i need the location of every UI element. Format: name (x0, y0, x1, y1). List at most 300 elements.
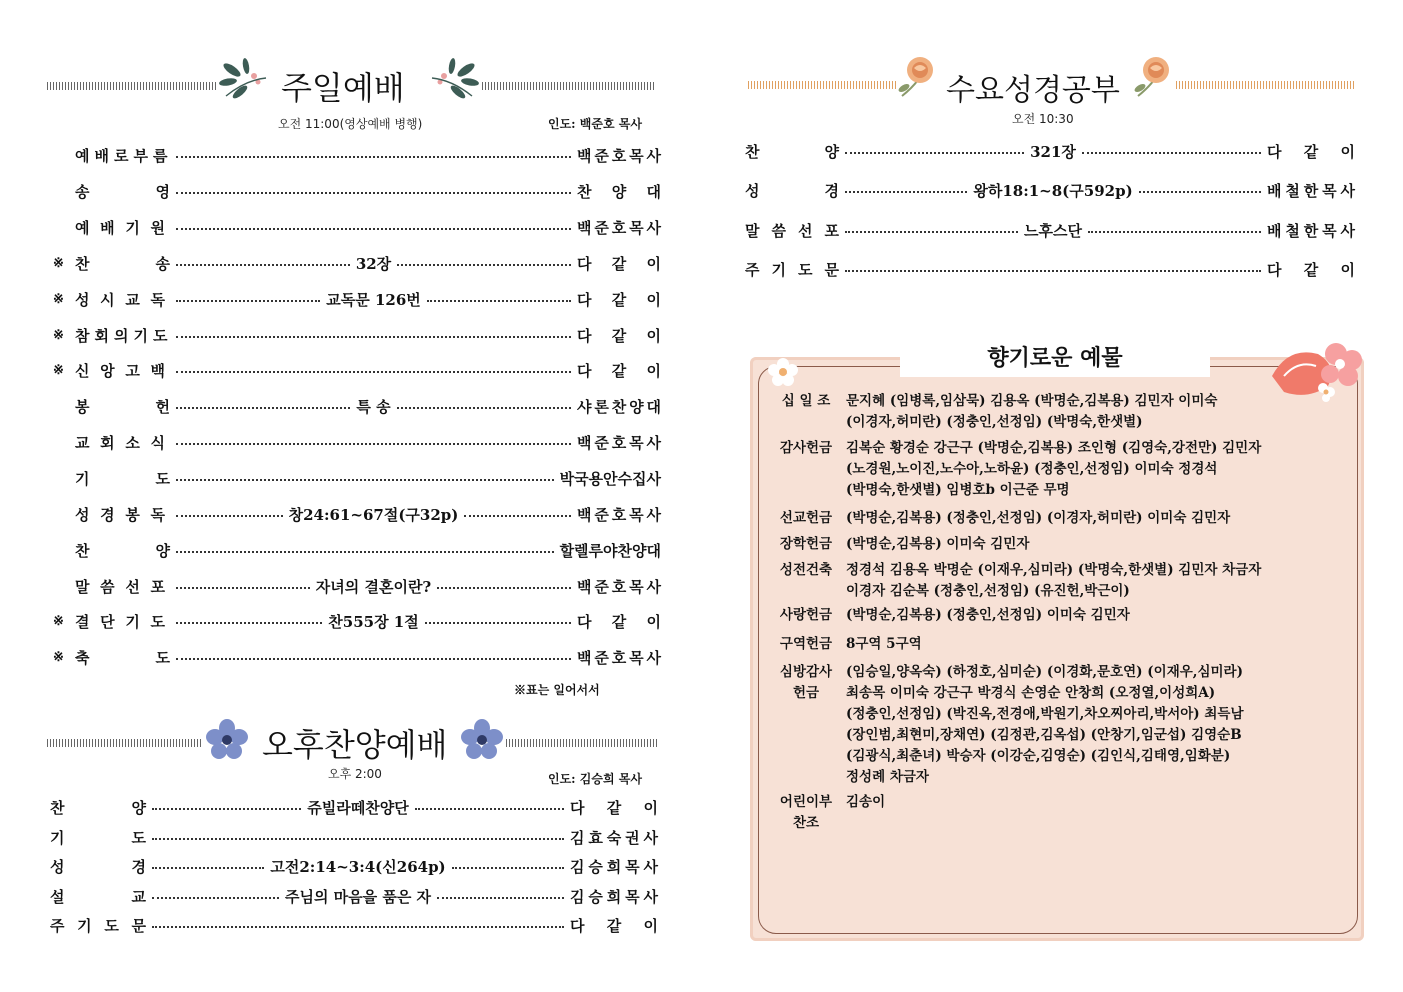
text-char: 호 (611, 433, 627, 452)
text-char: 호 (611, 577, 627, 596)
text-char: 찬 (611, 397, 627, 416)
service-row (53, 358, 661, 382)
text-char: 도 (153, 326, 173, 345)
text-char: 사 (643, 828, 658, 847)
offering-category: 성전건축 (779, 562, 833, 578)
text-char: 문 (131, 916, 146, 935)
service-item-person (570, 797, 658, 818)
text-char: 김 (570, 828, 585, 847)
text-char: 같 (611, 612, 627, 631)
service-item-label (50, 827, 146, 848)
text-char: 이 (643, 798, 658, 817)
text-char: 목 (629, 433, 644, 452)
text-char: 이 (1340, 260, 1355, 279)
text-char: 준 (594, 433, 609, 452)
service-item-label (745, 259, 839, 280)
text-char: 헌 (155, 397, 170, 416)
standing-mark: ※ (53, 255, 64, 271)
offering-name-line: 문지혜 (임병록,임삼묵) 김용옥 (박명순,김복용) 김민자 이미숙 (846, 393, 1218, 409)
text-char: 이 (646, 290, 661, 309)
service-item-person (1267, 220, 1355, 241)
service-item-detail: 찬555장 1절 (328, 612, 419, 631)
leader-dots (176, 479, 554, 481)
text-char: 소 (125, 433, 145, 452)
text-char: 도 (798, 260, 813, 279)
leader-dots (427, 300, 571, 302)
service-row (75, 179, 661, 203)
text-char: 배 (1267, 221, 1282, 240)
text-char: 같 (611, 290, 627, 309)
leader-dots (152, 926, 564, 928)
text-char: 양 (611, 182, 627, 201)
leader-dots (152, 867, 264, 869)
leader-dots (464, 515, 571, 517)
text-char: 준 (594, 505, 609, 524)
offering-name-line: 최송목 이미숙 강근구 박경식 손영순 안창희 (오정열,이성희A) (846, 685, 1216, 701)
service-item-detail: 32장 (355, 254, 392, 273)
text-char: 한 (1303, 181, 1319, 200)
leader-dots (176, 300, 320, 302)
service-row (75, 143, 661, 167)
text-char: 이 (646, 326, 661, 345)
text-char: 교 (125, 290, 145, 309)
text-char: 호 (611, 218, 627, 237)
text-char: 다 (577, 612, 592, 631)
service-row (75, 538, 661, 562)
offering-name-line: (박명순,김복용) (정충인,선정임) (이경자,허미란) 이미숙 김민자 (846, 510, 1231, 526)
offering-names (846, 438, 1346, 501)
text-char: 주 (745, 260, 760, 279)
offering-name-line: (김광식,최춘녀) 박승자 (이강순,김영순) (김인식,김태영,임화분) (846, 748, 1231, 764)
text-char: 경 (824, 181, 839, 200)
text-char: 시 (100, 290, 120, 309)
offering-names (846, 508, 1346, 529)
service-row (53, 251, 661, 275)
text-char: 사 (646, 433, 661, 452)
offering-names (846, 634, 1346, 655)
text-char: 목 (625, 857, 640, 876)
text-char: 같 (611, 361, 627, 380)
text-char: 사 (643, 887, 659, 906)
service-row (53, 645, 661, 669)
leader-dots (437, 587, 571, 589)
service-item-label (75, 145, 173, 166)
leader-dots (176, 192, 571, 194)
leader-dots (152, 897, 279, 899)
service-item-detail: 고전2:14~3:4(신264p) (270, 857, 446, 876)
offering-category: 심방감사 헌금 (779, 664, 833, 701)
text-char: 론 (594, 397, 609, 416)
text-char: 샤 (577, 397, 592, 416)
text-char: 목 (629, 648, 644, 667)
leader-dots (152, 838, 564, 840)
service-time: 오후 2:00 (328, 767, 382, 781)
text-char: 기 (77, 916, 92, 935)
service-item-person (577, 181, 661, 202)
text-char: 사 (1340, 221, 1355, 240)
service-item-label (75, 504, 170, 525)
text-char: 축 (75, 648, 90, 667)
text-char: 백 (577, 505, 592, 524)
text-char: 준 (594, 146, 609, 165)
service-item-person (570, 856, 658, 877)
leader-dots (176, 336, 571, 338)
text-char: 이 (646, 361, 661, 380)
text-char: 독 (150, 290, 170, 309)
offering-name-line: (정충인,선정임) (박진옥,전경애,박원기,차오찌아리,박서아) 최득남 (846, 706, 1244, 722)
service-item-person (560, 540, 661, 561)
service-item-label (75, 360, 170, 381)
text-char: 영 (155, 182, 170, 201)
service-item-person (577, 647, 661, 668)
offering-name-line: 정경석 김용옥 박명순 (이재우,심미라) (박명숙,한샛별) 김민자 차금자 (846, 562, 1262, 578)
text-char: 신 (75, 361, 95, 380)
text-char: 다 (577, 254, 592, 273)
section-title: 오후찬양예배 (262, 726, 448, 764)
service-item-label (75, 253, 170, 274)
service-item-detail: 주님의 마음을 품은 자 (284, 887, 432, 906)
offering-category: 선교헌금 (779, 510, 833, 526)
text-char: 말 (745, 221, 760, 240)
service-item-person (577, 611, 661, 632)
text-char: 찬 (75, 541, 90, 560)
service-item-label (745, 141, 839, 162)
text-char: 예 (75, 146, 95, 165)
text-char: 봉 (125, 505, 145, 524)
text-char: 목 (629, 146, 644, 165)
text-char: 선 (125, 577, 145, 596)
header-bar-right (506, 739, 658, 747)
text-char: 백 (577, 433, 592, 452)
service-item-label (50, 886, 146, 907)
service-item-detail: 쥬빌라떼찬양단 (307, 798, 409, 817)
text-char: 김 (570, 857, 585, 876)
service-item-label (75, 181, 170, 202)
text-char: 준 (594, 577, 609, 596)
leader-dots (176, 407, 350, 409)
text-char: 단 (100, 612, 120, 631)
text-char: 백 (577, 577, 592, 596)
text-char: 배 (1267, 181, 1282, 200)
text-char: 양 (629, 397, 644, 416)
text-char: 한 (1303, 221, 1319, 240)
service-row (75, 574, 661, 598)
text-char: 숙 (606, 828, 622, 847)
service-item-label (75, 432, 170, 453)
text-char: 다 (577, 326, 592, 345)
offering-name-line: 정성례 차금자 (846, 769, 929, 785)
text-char: 같 (1303, 260, 1319, 279)
leader-dots (397, 407, 571, 409)
leader-dots (845, 191, 967, 193)
service-item-label (75, 325, 173, 346)
offering-name-line: 김복순 황경순 강근구 (박명순,김복용) 조인형 (김영숙,강전만) 김민자 (846, 440, 1262, 456)
text-char: 원 (150, 218, 170, 237)
text-char: 백 (577, 218, 592, 237)
leader-dots (845, 231, 1018, 233)
service-item-label (75, 468, 170, 489)
service-item-detail: 특 송 (356, 397, 391, 416)
text-char: 효 (588, 828, 603, 847)
text-char: 독 (150, 505, 170, 524)
text-char: 도 (155, 469, 170, 488)
text-char: 다 (570, 916, 585, 935)
text-char: 희 (606, 887, 622, 906)
leaf-ornament-icon (428, 56, 480, 100)
text-char: 목 (1322, 181, 1337, 200)
text-char: 도 (150, 612, 170, 631)
header-bar-right (482, 82, 654, 90)
service-item-person (577, 145, 661, 166)
leaf-ornament-icon (218, 56, 270, 100)
text-char: 사 (643, 857, 659, 876)
text-char: 양 (155, 541, 170, 560)
text-char: 목 (629, 218, 644, 237)
offering-names (846, 534, 1346, 555)
text-char: 이 (646, 254, 661, 273)
leader-dots (176, 587, 310, 589)
text-char: 문 (824, 260, 839, 279)
text-char: 백 (150, 361, 170, 380)
text-char: 김 (570, 887, 585, 906)
service-item-detail: 왕하18:1~8(구592p) (973, 181, 1133, 200)
service-item-person (577, 396, 661, 417)
leader-dots (176, 515, 283, 517)
service-item-label (50, 856, 146, 877)
leader-dots (437, 897, 564, 899)
service-item-detail: 자녀의 결혼이란? (315, 577, 432, 596)
text-char: 같 (606, 798, 622, 817)
offering-category: 장학헌금 (779, 536, 833, 552)
standing-mark: ※ (53, 649, 64, 665)
text-char: 포 (150, 577, 170, 596)
text-char: 찬 (577, 182, 592, 201)
service-item-label (75, 396, 170, 417)
offering-names (846, 792, 1346, 813)
service-row (50, 795, 658, 819)
text-char: 고 (125, 361, 145, 380)
flower-icon (460, 719, 504, 759)
text-char: 사 (646, 577, 662, 596)
service-item-person (577, 360, 661, 381)
text-char: 찬 (50, 798, 65, 817)
text-char: 설 (50, 887, 65, 906)
section-title: 수요성경공부 (946, 73, 1120, 108)
header-bar-left (47, 739, 202, 747)
text-char: 호 (611, 505, 627, 524)
service-item-person (1267, 259, 1355, 280)
leader-dots (176, 658, 571, 660)
service-item-person (570, 915, 658, 936)
text-char: 찬 (745, 142, 760, 161)
leader-dots (1088, 231, 1261, 233)
text-char: 목 (1322, 221, 1337, 240)
service-item-label (75, 647, 170, 668)
service-row (75, 430, 661, 454)
offering-name-line: (박명숙,한샛별) 임병호b 이근준 무명 (846, 482, 1070, 498)
leader-dots (425, 622, 571, 624)
flower-icon (205, 719, 249, 759)
offering-category: 감사헌금 (779, 440, 833, 456)
text-char: 다 (1267, 142, 1282, 161)
text-char: 같 (1303, 142, 1319, 161)
text-run: 할렐루야찬양대 (559, 541, 661, 560)
text-char: 사 (646, 505, 662, 524)
text-char: 식 (150, 433, 170, 452)
service-row (745, 218, 1355, 242)
offering-category: 사랑헌금 (779, 607, 833, 623)
leader-dots (845, 152, 1024, 154)
leader-dots (397, 264, 571, 266)
text-char: 의 (114, 326, 134, 345)
leader-dots (452, 867, 564, 869)
text-char: 기 (50, 828, 65, 847)
standing-mark: ※ (53, 327, 64, 343)
text-char: 기 (771, 260, 786, 279)
text-char: 목 (625, 887, 640, 906)
text-char: 송 (155, 254, 170, 273)
text-char: 이 (646, 612, 662, 631)
small-flower-icon (768, 358, 798, 386)
leader-dots (415, 808, 564, 810)
standing-mark: ※ (53, 613, 64, 629)
text-char: 교 (75, 433, 95, 452)
header-bar-left (748, 81, 896, 89)
offering-category: 구역헌금 (779, 636, 833, 652)
offering-names (846, 560, 1346, 602)
text-char: 준 (594, 648, 609, 667)
text-char: 철 (1285, 221, 1300, 240)
offering-name-line: (이경자,허미란) (정충인,선정임) (박명숙,한샛별) (846, 414, 1143, 430)
text-char: 성 (75, 505, 95, 524)
service-row (745, 257, 1355, 281)
text-char: 결 (75, 612, 95, 631)
text-char: 승 (588, 857, 603, 876)
text-char: 사 (1340, 181, 1356, 200)
offering-title: 향기로운 예물 (900, 341, 1210, 377)
service-item-person (577, 325, 661, 346)
service-item-person (570, 827, 658, 848)
service-row (745, 139, 1355, 163)
offering-names (846, 662, 1346, 788)
text-char: 사 (646, 146, 661, 165)
service-row (50, 884, 658, 908)
service-item-label (75, 289, 170, 310)
text-char: 주 (50, 916, 65, 935)
offering-category: 어린이부 찬조 (779, 794, 833, 831)
service-item-person (577, 289, 661, 310)
text-char: 름 (153, 146, 173, 165)
text-char: 다 (577, 290, 592, 309)
text-char: 대 (646, 397, 662, 416)
text-char: 송 (75, 182, 90, 201)
offering-name-line: 이경자 김순복 (정충인,선정임) (유진헌,박근이) (846, 583, 1130, 599)
service-leader: 인도: 백준호 목사 (548, 117, 642, 131)
service-item-detail: 교독문 126번 (326, 290, 421, 309)
offering-name-line: (장인범,최현미,장채연) (김정관,김옥섭) (안창기,임군섭) 김영순B (846, 727, 1242, 743)
service-item-label (75, 540, 170, 561)
service-item-label (50, 797, 146, 818)
service-item-person (1267, 141, 1355, 162)
text-char: 배 (100, 218, 120, 237)
offering-names (846, 605, 1346, 626)
service-item-detail: 321장 (1030, 142, 1076, 161)
text-char: 다 (570, 798, 585, 817)
leader-dots (176, 551, 554, 553)
offering-name-line: (임승일,양옥숙) (하정호,심미순) (이경화,문호연) (이재우,심미라) (846, 664, 1243, 680)
service-item-person (577, 576, 661, 597)
standing-note: ※표는 일어서서 (514, 683, 600, 697)
text-char: 양 (131, 798, 146, 817)
text-char: 앙 (100, 361, 120, 380)
text-char: 경 (131, 857, 146, 876)
service-row (75, 394, 661, 418)
text-char: 선 (798, 221, 813, 240)
service-row (745, 178, 1355, 202)
offering-name-line: (노경원,노이진,노수아,노하윤) (정충인,선정임) 이미숙 정경석 (846, 461, 1218, 477)
service-item-label (50, 915, 146, 936)
text-char: 양 (824, 142, 839, 161)
offering-name-line: 김송이 (846, 794, 886, 810)
text-run: 박국용안수집사 (559, 469, 661, 488)
offering-name-line: (박명순,김복용) (정충인,선정임) 이미숙 김민자 (846, 607, 1130, 623)
service-item-person (560, 468, 661, 489)
text-char: 예 (75, 218, 95, 237)
header-bar-right (1176, 81, 1356, 89)
service-row (75, 466, 661, 490)
service-item-person (577, 504, 661, 525)
leader-dots (176, 264, 350, 266)
text-char: 승 (588, 887, 603, 906)
text-char: 기 (75, 469, 90, 488)
offering-category: 십 일 조 (781, 393, 831, 409)
header-bar-left (47, 82, 217, 90)
leader-dots (176, 228, 571, 230)
text-char: 로 (114, 146, 134, 165)
text-char: 찬 (75, 254, 90, 273)
text-char: 포 (824, 221, 839, 240)
text-char: 회 (94, 326, 114, 345)
text-char: 백 (577, 146, 592, 165)
text-char: 기 (125, 612, 145, 631)
leader-dots (176, 156, 571, 158)
text-char: 이 (643, 916, 658, 935)
text-char: 백 (577, 648, 592, 667)
text-char: 씀 (100, 577, 120, 596)
text-char: 기 (133, 326, 153, 345)
service-row (75, 502, 661, 526)
text-char: 목 (629, 577, 644, 596)
text-char: 준 (594, 218, 609, 237)
text-char: 말 (75, 577, 95, 596)
service-item-label (75, 576, 170, 597)
text-char: 권 (625, 828, 640, 847)
service-time: 오전 11:00(영상예배 병행) (278, 117, 423, 131)
service-row (53, 323, 661, 347)
offering-names (846, 391, 1346, 433)
service-row (50, 854, 658, 878)
text-char: 성 (745, 181, 760, 200)
text-char: 회 (100, 433, 120, 452)
text-char: 같 (611, 254, 627, 273)
text-char: 희 (606, 857, 622, 876)
service-item-person (577, 253, 661, 274)
rose-icon (1132, 52, 1178, 100)
leader-dots (176, 443, 571, 445)
text-char: 같 (606, 916, 622, 935)
text-char: 다 (577, 361, 592, 380)
standing-mark: ※ (53, 362, 64, 378)
